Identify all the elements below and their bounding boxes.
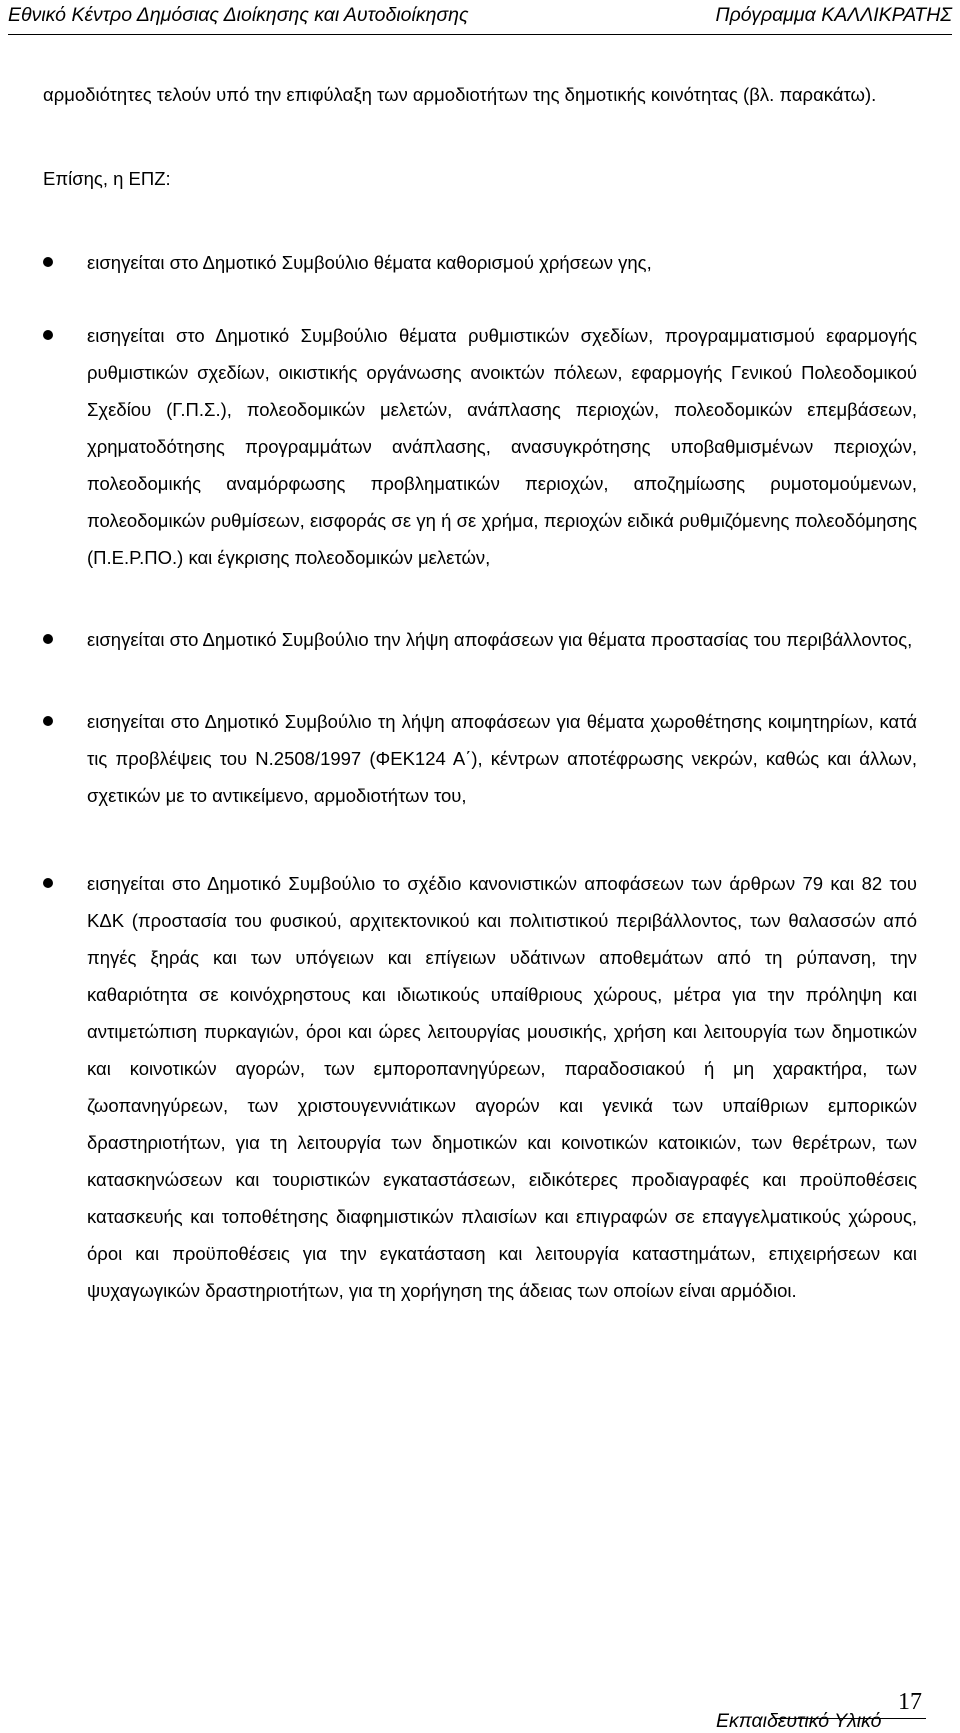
list-item (43, 317, 917, 576)
bullet-icon (43, 257, 53, 267)
bullet-icon (43, 716, 53, 726)
list-item (43, 244, 917, 281)
list-item (43, 865, 917, 1309)
page-number: 17 (898, 1689, 922, 1715)
page-header (8, 4, 952, 35)
list-item (43, 703, 917, 814)
bullet-icon (43, 634, 53, 644)
intro-paragraph: αρμοδιότητες τελούν υπό την επιφύλαξη των αρμοδιοτήτων της δημοτικής κοινότητας (βλ. παρακάτω). (43, 84, 877, 105)
bullet-icon (43, 878, 53, 888)
header-organization: Εθνικό Κέντρο Δημόσιας Διοίκησης και Αυτοδιοίκησης (8, 4, 469, 26)
list-item (43, 621, 917, 658)
footer-label: Εκπαιδευτικό Υλικό (716, 1710, 882, 1732)
document-body (43, 76, 917, 1309)
responsibilities-list (43, 244, 917, 1309)
list-item-text: εισηγείται στο Δημοτικό Συμβούλιο την λήψη αποφάσεων για θέματα προστασίας του περιβάλλοντος, (87, 629, 913, 650)
list-item-text: εισηγείται στο Δημοτικό Συμβούλιο το σχέδιο κανονιστικών αποφάσεων των άρθρων 79 και 82 του ΚΔΚ (προστασία του φυσικού, αρχιτεκτονικού και πολιτιστικού περιβάλλοντος, των θαλασσών από πηγές ξηράς και των υπόγειων και επίγειων υδάτινων αποθεμάτων από τη ρύπανση, την καθαριότητα σε κοινόχρηστους και ιδιωτικούς υπαίθριους χώρους, μέτρα για την πρόληψη και αντιμετώπιση πυρκαγιών, όροι και ώρες λειτουργίας μουσικής, χρήση και λειτουργία των δημοτικών και κοινοτικών αγορών, των εμποροπανηγύρεων, παραδοσιακού ή μη χαρακτήρα, των ζωοπανηγύρεων, των χριστουγεννιάτικων αγορών και γενικά των υπαίθριων εμπορικών δραστηριοτήτων, για τη λειτουργία των δημοτικών και κοινοτικών κατοικιών, των θερέτρων, των κατασκηνώσεων και τουριστικών εγκαταστάσεων, ειδικότερες προδιαγραφές και προϋποθέσεις κατασκευής και τοποθέτησης διαφημιστικών πλαισίων και επιγραφών σε επαγγελματικούς χώρους, όροι και προϋποθέσεις για την εγκατάσταση και λειτουργία καταστημάτων, επιχειρήσεων και ψυχαγωγικών δραστηριοτήτων, για τη χορήγηση της άδειας των οποίων είναι αρμόδιοι. (87, 873, 917, 1301)
lead-paragraph: Επίσης, η ΕΠΖ: (43, 168, 171, 189)
header-program: Πρόγραμμα ΚΑΛΛΙΚΡΑΤΗΣ (715, 4, 952, 26)
list-item-text: εισηγείται στο Δημοτικό Συμβούλιο θέματα καθορισμού χρήσεων γης, (87, 252, 652, 273)
list-item-text: εισηγείται στο Δημοτικό Συμβούλιο τη λήψη αποφάσεων για θέματα χωροθέτησης κοιμητηρίων, κατά τις προβλέψεις του Ν.2508/1997 (ΦΕΚ124 Α΄), κέντρων αποτέφρωσης νεκρών, καθώς και άλλων, σχετικών με το αντικείμενο, αρμοδιοτήτων του, (87, 711, 917, 806)
list-item-text: εισηγείται στο Δημοτικό Συμβούλιο θέματα ρυθμιστικών σχεδίων, προγραμματισμού εφαρμογής ρυθμιστικών σχεδίων, οικιστικής οργάνωσης ανοικτών πόλεων, εφαρμογής Γενικού Πολεοδομικού Σχεδίου (Γ.Π.Σ.), πολεοδομικών μελετών, ανάπλασης περιοχών, πολεοδομικών επεμβάσεων, χρηματοδότησης προγραμμάτων ανάπλασης, ανασυγκρότησης υποβαθμισμένων περιοχών, πολεοδομικής αναμόρφωσης προβληματικών περιοχών, αποζημίωσης ρυμοτομούμενων, πολεοδομικών ρυθμίσεων, εισφοράς σε γη ή σε χρήμα, περιοχών ειδικά ρυθμιζόμενης πολεοδόμησης (Π.Ε.Ρ.ΠΟ.) και έγκρισης πολεοδομικών μελετών, (87, 325, 917, 568)
bullet-icon (43, 330, 53, 340)
